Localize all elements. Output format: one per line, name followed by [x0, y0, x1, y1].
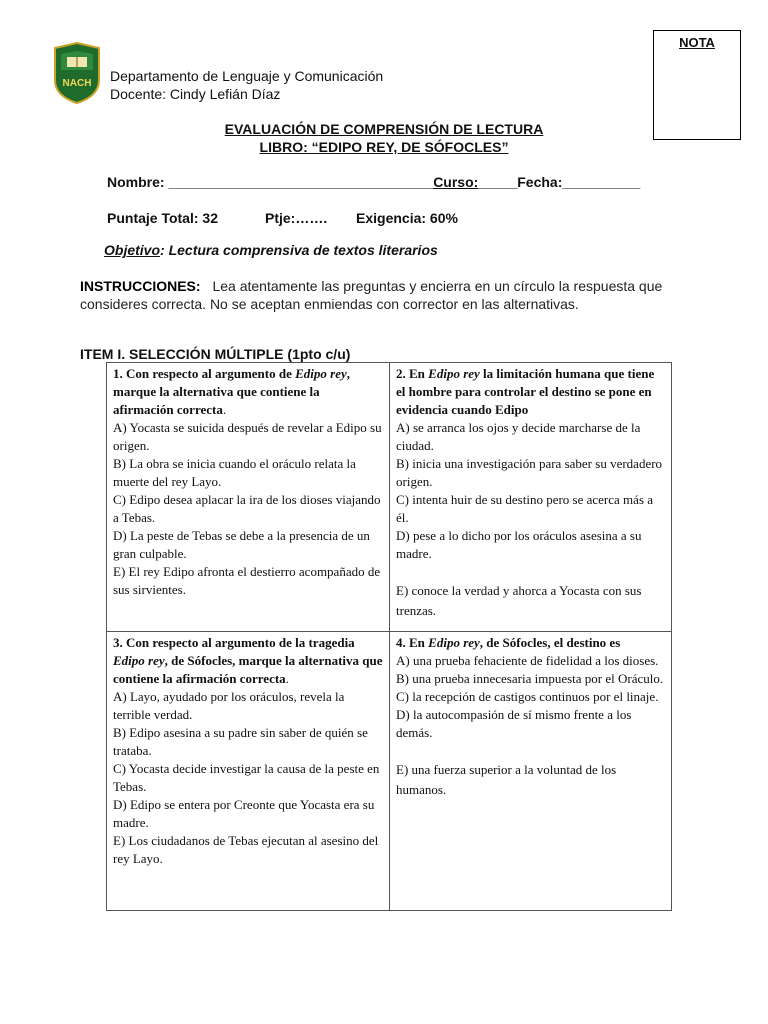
- name-field[interactable]: Nombre: _____________________________: [107, 174, 395, 190]
- question-4: [390, 632, 672, 911]
- school-logo: [52, 42, 102, 104]
- requirement: Exigencia: 60%: [356, 210, 458, 226]
- question-1: [107, 363, 390, 632]
- option-d[interactable]: D) la autocompasión de sí mismo frente a los demás.: [396, 707, 632, 740]
- option-e[interactable]: E) conoce la verdad y ahorca a Yocasta con sus trenzas.: [396, 583, 642, 618]
- option-e[interactable]: E) una fuerza superior a la voluntad de los humanos.: [396, 762, 617, 797]
- instructions-text: Lea atentamente las preguntas y encierra en un círculo la respuesta que consideres correcta. No se aceptan enmiendas con corrector en las alternativas.: [80, 278, 663, 312]
- question-3: [107, 632, 390, 911]
- objective-text: : Lectura comprensiva de textos literarios: [160, 242, 438, 258]
- option-a[interactable]: A) una prueba fehaciente de fidelidad a los dioses.: [396, 653, 659, 668]
- total-score: Puntaje Total: 32: [107, 210, 218, 226]
- option-a[interactable]: A) Yocasta se suicida después de revelar a Edipo su origen.: [113, 420, 382, 453]
- question-1-stem: 1. Con respecto al argumento de Edipo rey, marque la alternativa que contiene la afirmación correcta.: [113, 366, 350, 417]
- option-a[interactable]: A) se arranca los ojos y decide marcharse de la ciudad.: [396, 420, 641, 453]
- question-2-stem: 2. En Edipo rey la limitación humana que tiene el hombre para controlar el destino se pone en evidencia cuando Edipo: [396, 366, 655, 417]
- student-info-line: [107, 174, 640, 190]
- option-b[interactable]: B) La obra se inicia cuando el oráculo relata la muerte del rey Layo.: [113, 456, 356, 489]
- name-field-extension: _____: [394, 174, 434, 190]
- teacher-name: Docente: Cindy Lefián Díaz: [110, 86, 281, 102]
- instructions: [80, 277, 710, 313]
- grade-label: NOTA: [679, 35, 715, 50]
- option-c[interactable]: C) Edipo desea aplacar la ira de los dioses viajando a Tebas.: [113, 492, 381, 525]
- option-d[interactable]: D) Edipo se entera por Creonte que Yocasta era su madre.: [113, 797, 375, 830]
- option-a[interactable]: A) Layo, ayudado por los oráculos, revela la terrible verdad.: [113, 689, 345, 722]
- department-name: Departamento de Lenguaje y Comunicación: [110, 68, 384, 84]
- question-2: [390, 363, 672, 632]
- instructions-label: INSTRUCCIONES:: [80, 278, 201, 294]
- questions-table: [106, 362, 672, 911]
- option-c[interactable]: C) Yocasta decide investigar la causa de la peste en Tebas.: [113, 761, 380, 794]
- option-d[interactable]: D) pese a lo dicho por los oráculos asesina a su madre.: [396, 528, 642, 561]
- score-obtained: Ptje:…….: [265, 210, 328, 226]
- option-c[interactable]: C) la recepción de castigos continuos por el linaje.: [396, 689, 659, 704]
- course-field[interactable]: _____: [478, 174, 518, 190]
- date-field[interactable]: Fecha:__________: [517, 174, 641, 190]
- question-4-stem: 4. En Edipo rey, de Sófocles, el destino es: [396, 635, 621, 650]
- option-e[interactable]: E) Los ciudadanos de Tebas ejecutan al asesino del rey Layo.: [113, 833, 379, 866]
- title-line-2: LIBRO: “EDIPO REY, DE SÓFOCLES”: [259, 139, 509, 155]
- option-b[interactable]: B) inicia una investigación para saber su verdadero origen.: [396, 456, 663, 489]
- objective: [104, 242, 438, 258]
- option-c[interactable]: C) intenta huir de su destino pero se acerca más a él.: [396, 492, 654, 525]
- course-label: Curso:: [433, 174, 479, 190]
- option-e[interactable]: E) El rey Edipo afronta el destierro acompañado de sus sirvientes.: [113, 564, 381, 597]
- logo-text: NACH: [62, 78, 92, 89]
- option-b[interactable]: B) Edipo asesina a su padre sin saber de quién se trataba.: [113, 725, 368, 758]
- item-title: ITEM I. SELECCIÓN MÚLTIPLE (1pto c/u): [80, 346, 351, 362]
- option-b[interactable]: B) una prueba innecesaria impuesta por el Oráculo.: [396, 671, 664, 686]
- title-line-1: EVALUACIÓN DE COMPRENSIÓN DE LECTURA: [224, 121, 544, 137]
- option-d[interactable]: D) La peste de Tebas se debe a la presencia de un gran culpable.: [113, 528, 370, 561]
- objective-label: Objetivo: [104, 242, 161, 258]
- question-3-stem: 3. Con respecto al argumento de la tragedia Edipo rey, de Sófocles, marque la alternativa que contiene la afirmación correcta.: [113, 635, 383, 686]
